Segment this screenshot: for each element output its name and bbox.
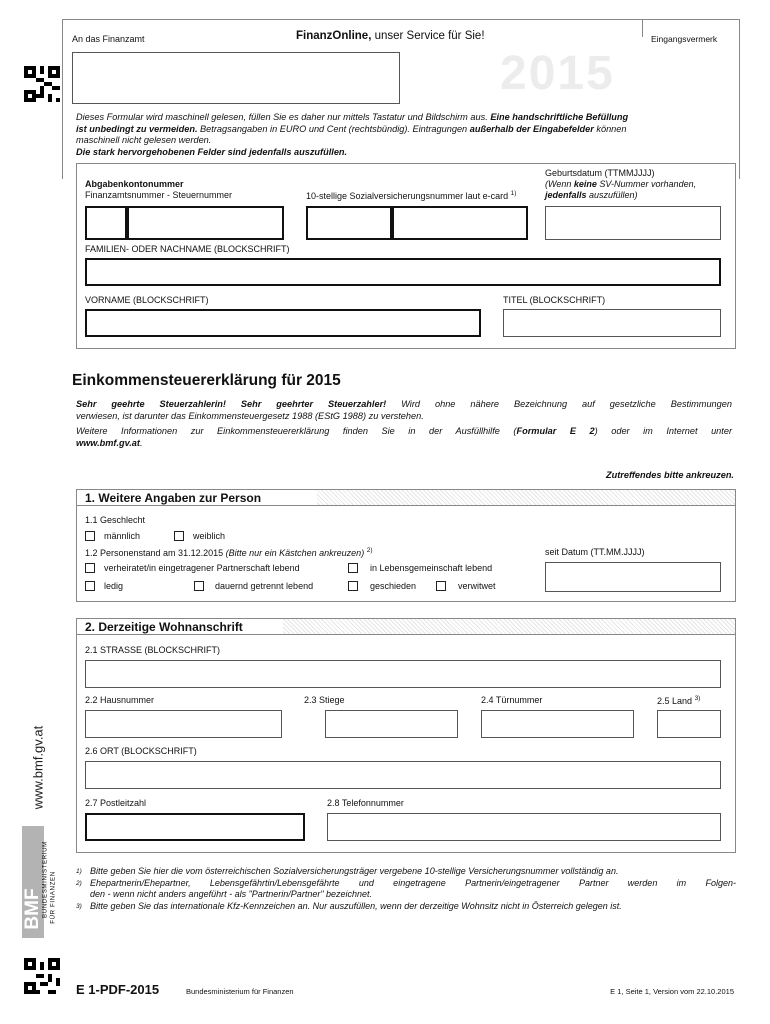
house-label: 2.2 Hausnummer — [85, 695, 155, 705]
birth-l2c: SV-Nummer vorhanden, — [596, 179, 697, 189]
house-input[interactable] — [85, 710, 282, 738]
cohab-label: in Lebensgemeinschaft lebend — [370, 563, 493, 573]
ministry-line-1: BUNDESMINISTERIUM — [41, 841, 49, 918]
birth-l3b: auszufüllen) — [586, 190, 638, 200]
intro-l4: Die stark hervorgehobenen Felder sind jedenfalls auszufüllen. — [76, 146, 348, 157]
country-label — [657, 695, 700, 706]
tax-number-input[interactable] — [127, 206, 284, 240]
marital-label — [85, 547, 372, 558]
account-sub: Finanzamtsnummer - Steuernummer — [85, 190, 233, 200]
intro-l1a: Dieses Formular wird maschinell gelesen, füllen Sie es daher nur mittels Tastatur und Bildschirm aus. — [76, 112, 491, 122]
service-brand: FinanzOnline, — [296, 30, 372, 42]
single-label: ledig — [104, 581, 124, 591]
intro-l2c: außerhalb der Eingabefelder — [469, 123, 594, 134]
single-checkbox[interactable] — [85, 581, 95, 591]
ministry-line-2: FÜR FINANZEN — [49, 871, 57, 924]
zip-input[interactable] — [85, 813, 305, 841]
bmf-link[interactable]: www.bmf.gv.at — [76, 437, 140, 448]
form-p1b: Wird ohne nähere Bezeichnung auf gesetzliche Bestimmungen — [386, 399, 732, 409]
intro-l1b: Eine handschriftliche Befüllung — [490, 112, 629, 122]
svnr-input-1[interactable] — [306, 206, 392, 240]
street-input[interactable] — [85, 660, 721, 688]
svnr-text: 10-stellige Sozialversicherungsnummer laut e-card — [306, 191, 509, 201]
form-intro — [76, 399, 732, 449]
form-p2a: Weitere Informationen zur Einkommensteuererklärung finden Sie in der Ausfüllhilfe ( — [76, 426, 517, 436]
birthdate-input[interactable] — [545, 206, 721, 240]
city-input[interactable] — [85, 761, 721, 789]
birth-l1: Geburtsdatum (TTMMJJJJ) — [545, 168, 655, 178]
country-sup: 3) — [694, 695, 701, 702]
divorced-label: geschieden — [370, 581, 417, 591]
married-checkbox[interactable] — [85, 563, 95, 573]
intro-l2b: Betragsangaben in EURO und Cent (rechtsbündig). Eintragungen — [197, 123, 470, 134]
svnr-input-2[interactable] — [392, 206, 528, 240]
firstname-input[interactable] — [85, 309, 481, 337]
intro-text — [76, 112, 736, 158]
firstname-label: VORNAME (BLOCKSCHRIFT) — [85, 295, 209, 305]
footer-version: E 1, Seite 1, Version vom 22.10.2015 — [610, 987, 734, 996]
male-label: männlich — [104, 531, 141, 541]
intro-l3: maschinell nicht gelesen werden. — [76, 135, 212, 145]
header-divider-right — [642, 19, 643, 37]
finanzamt-input[interactable] — [72, 52, 400, 104]
section1-heading: 1. Weitere Angaben zur Person — [77, 490, 317, 505]
country-text: 2.5 Land — [657, 696, 693, 706]
section2-heading-bar — [76, 618, 736, 635]
divorced-checkbox[interactable] — [348, 581, 358, 591]
female-checkbox[interactable] — [174, 531, 184, 541]
fn2-text-b: den - wenn nicht anders angeführt - als "Partnerin/Partner" bezeichnet. — [90, 889, 373, 899]
service-rest: unser Service für Sie! — [371, 30, 485, 42]
door-input[interactable] — [481, 710, 634, 738]
finanzamt-number-input[interactable] — [85, 206, 127, 240]
surname-label: FAMILIEN- ODER NACHNAME (BLOCKSCHRIFT) — [85, 244, 290, 254]
birth-l2a: (Wenn — [545, 179, 574, 189]
fn3-text: Bitte geben Sie das internationale Kfz-Kennzeichen an. Nur auszufüllen, wenn der derzeitige Wohnsitz nicht in Österreich gelegen ist. — [90, 900, 622, 911]
separated-label: dauernd getrennt lebend — [215, 581, 314, 591]
phone-input[interactable] — [327, 813, 721, 841]
form-p1a: Sehr geehrte Steuerzahlerin! Sehr geehrter Steuerzahler! — [76, 399, 387, 409]
year-watermark: 2015 — [500, 47, 615, 100]
service-slogan — [296, 30, 485, 42]
title-label: TITEL (BLOCKSCHRIFT) — [503, 295, 606, 305]
section2-heading: 2. Derzeitige Wohnanschrift — [77, 619, 283, 634]
section1-heading-bar — [76, 489, 736, 506]
bmf-logo-text: BMF — [22, 888, 43, 930]
footnotes — [76, 866, 736, 912]
stair-input[interactable] — [325, 710, 458, 738]
qr-code-top — [24, 66, 60, 102]
female-label: weiblich — [193, 531, 226, 541]
account-title: Abgabenkontonummer — [85, 179, 184, 189]
cohab-checkbox[interactable] — [348, 563, 358, 573]
separated-checkbox[interactable] — [194, 581, 204, 591]
surname-input[interactable] — [85, 258, 721, 286]
male-checkbox[interactable] — [85, 531, 95, 541]
zip-label: 2.7 Postleitzahl — [85, 798, 147, 808]
married-label: verheiratet/in eingetragener Partnerschaft lebend — [104, 563, 300, 573]
tick-note: Zutreffendes bitte ankreuzen. — [606, 470, 734, 480]
marital-a: 1.2 Personenstand am 31.12.2015 — [85, 548, 226, 558]
form-p2c: ) oder im Internet unter — [594, 426, 733, 436]
city-label: 2.6 ORT (BLOCKSCHRIFT) — [85, 746, 197, 756]
birth-l3a: jedenfalls — [545, 190, 587, 200]
footer-ministry: Bundesministerium für Finanzen — [186, 987, 294, 996]
qr-code-bottom — [24, 958, 60, 994]
street-label: 2.1 STRASSE (BLOCKSCHRIFT) — [85, 645, 221, 655]
birth-l2b: keine — [573, 179, 597, 189]
country-input[interactable] — [657, 710, 721, 738]
form-title: Einkommensteuererklärung für 2015 — [72, 372, 341, 389]
intro-l2a: ist unbedingt zu vermeiden. — [76, 123, 198, 134]
side-url: www.bmf.gv.at — [30, 725, 46, 810]
svnr-sup: 1) — [510, 190, 517, 197]
sex-label: 1.1 Geschlecht — [85, 515, 146, 525]
fn1-num: 1) — [76, 868, 82, 875]
form-p2e: . — [139, 437, 143, 448]
receipt-label: Eingangsvermerk — [651, 34, 718, 44]
fn2-num: 2) — [76, 879, 82, 887]
widowed-label: verwitwet — [458, 581, 496, 591]
svnr-label — [306, 190, 516, 201]
widowed-checkbox[interactable] — [436, 581, 446, 591]
birthdate-label — [545, 168, 696, 201]
since-label: seit Datum (TT.MM.JJJJ) — [545, 547, 645, 557]
stair-label: 2.3 Stiege — [304, 695, 345, 705]
form-p1c: verwiesen, ist darunter das Einkommensteuergesetz 1988 (EStG 1988) zu verstehen. — [76, 410, 424, 421]
marital-b: (Bitte nur ein Kästchen ankreuzen) — [225, 548, 365, 558]
intro-l2d: können — [593, 123, 627, 134]
fn1-text: Bitte geben Sie hier die vom österreichischen Sozialversicherungsträger vergebene 10-stellige Versicherungsnummer vollständig an. — [90, 866, 619, 876]
fn2-text-a: Ehepartnerin/Ehepartner, Lebensgefährtin/Lebensgefährte und eingetragene Partnerin/eingetragener Partner werden im Folgen- — [90, 877, 736, 888]
phone-label: 2.8 Telefonnummer — [327, 798, 404, 808]
marital-sup: 2) — [366, 547, 373, 554]
fn3-num: 3) — [76, 902, 82, 910]
door-label: 2.4 Türnummer — [481, 695, 543, 705]
bmf-logo — [22, 826, 62, 938]
since-date-input[interactable] — [545, 562, 721, 592]
to-finanzamt-label: An das Finanzamt — [72, 34, 145, 44]
form-p2b: Formular E 2 — [516, 426, 595, 436]
form-code: E 1-PDF-2015 — [76, 982, 160, 997]
title-input[interactable] — [503, 309, 721, 337]
